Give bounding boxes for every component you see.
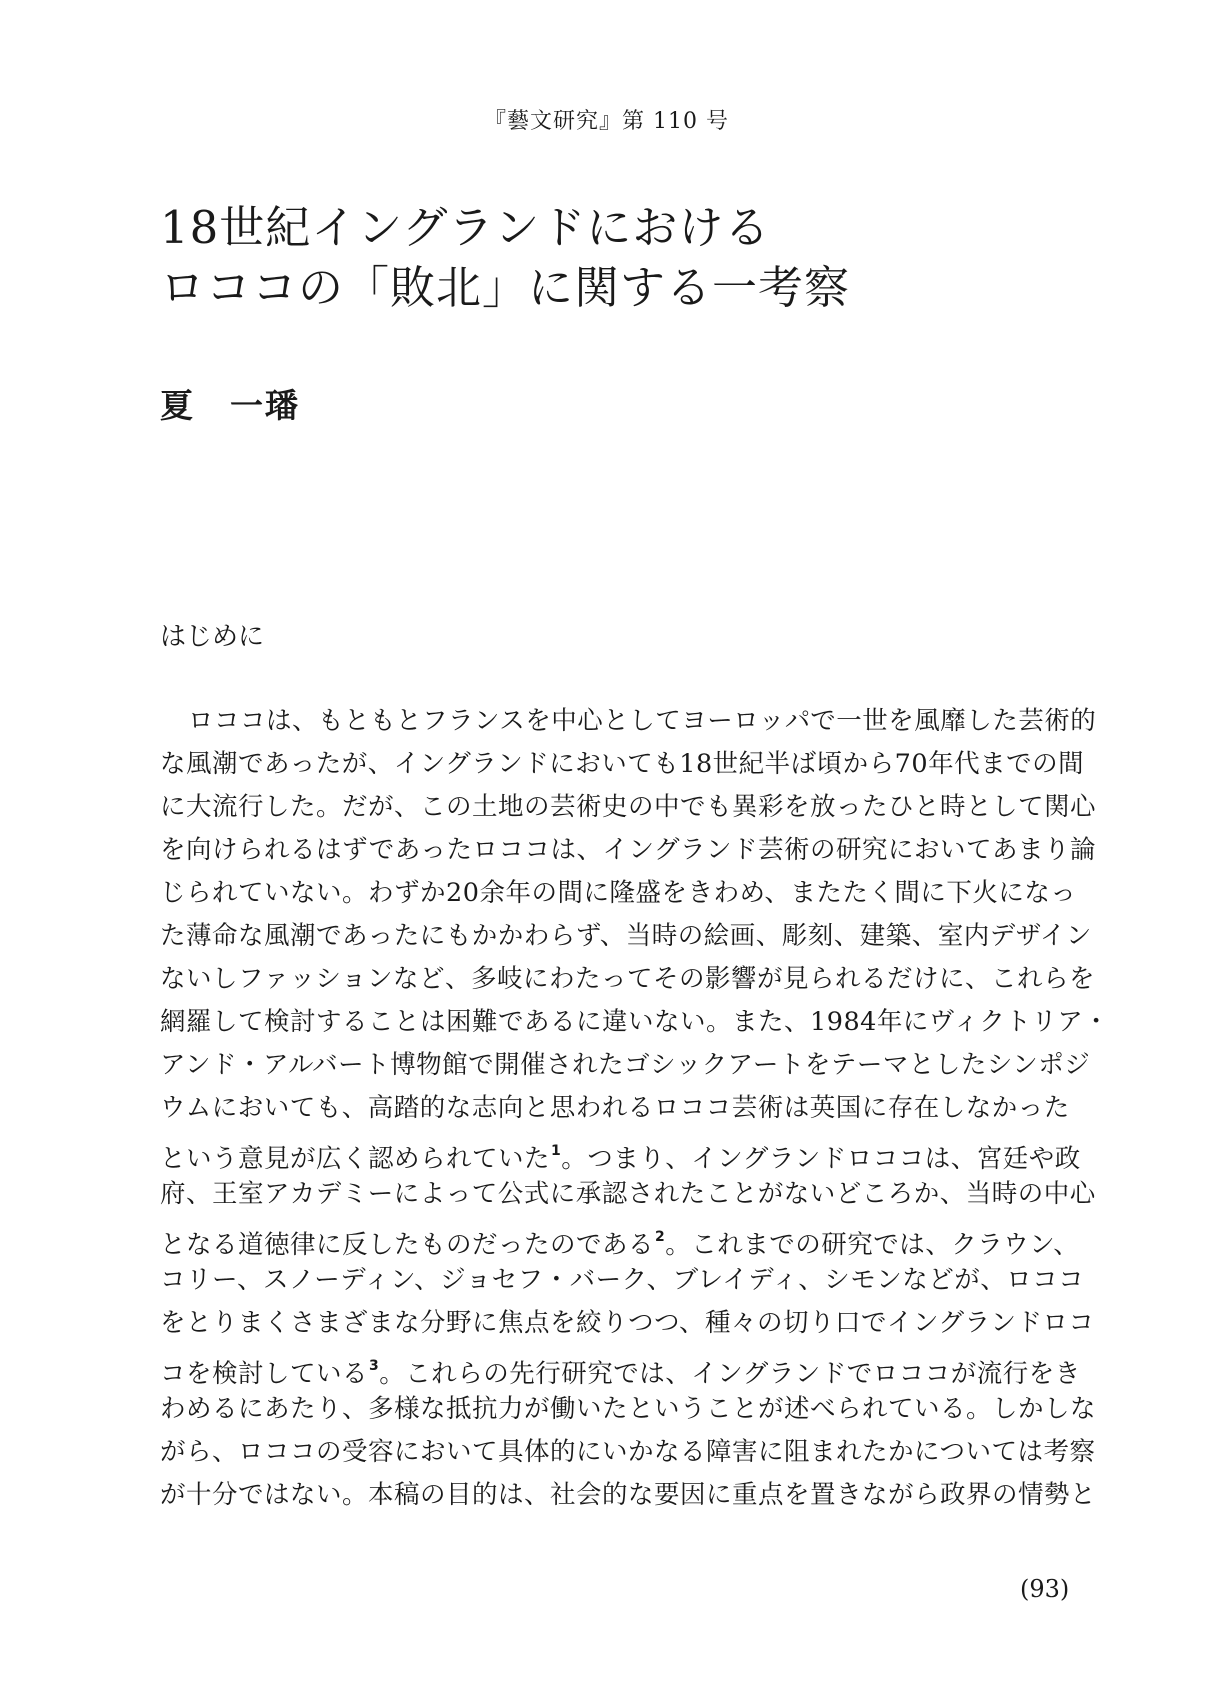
body-line [160, 1216, 1080, 1260]
body-text-span: 。これらの先行研究では、イングランドでロココが流行をき [379, 1359, 1081, 1389]
body-text-span: 。これまでの研究では、クラウン、 [665, 1230, 1080, 1260]
title-line-1: 18世紀イングランドにおける [160, 201, 771, 254]
section-heading: はじめに [160, 622, 265, 652]
body-line: アンド・アルバート博物館で開催されたゴシックアートをテーマとしたシンポジ [160, 1050, 1091, 1080]
footnote-ref-3[interactable]: 3 [369, 1358, 380, 1374]
body-line: を向けられるはずであったロココは、イングランド芸術の研究においてあまり論 [160, 835, 1097, 865]
body-line: をとりまくさまざまな分野に焦点を絞りつつ、種々の切り口でイングランドロコ [160, 1308, 1095, 1338]
body-line: じられていない。わずか20余年の間に隆盛をきわめ、またたく間に下火になっ [160, 878, 1077, 908]
body-line: 府、王室アカデミーによって公式に承認されたことがないどころか、当時の中心 [160, 1179, 1096, 1209]
body-text [160, 700, 1110, 1517]
body-line: 網羅して検討することは困難であるに違いない。また、1984年にヴィクトリア・ [160, 1007, 1110, 1037]
title-line-2: ロココの「敗北」に関する一考察 [160, 261, 851, 314]
footnote-ref-2[interactable]: 2 [655, 1229, 666, 1245]
body-line: に大流行した。だが、この土地の芸術史の中でも異彩を放ったひと時として関心 [160, 792, 1097, 822]
page-number: (93) [1020, 1575, 1070, 1603]
article-title [160, 198, 850, 318]
body-text-span: コを検討している [160, 1359, 369, 1389]
journal-header: 『藝文研究』第 110 号 [484, 109, 729, 134]
body-line: がら、ロココの受容において具体的にいかなる障害に阻まれたかについては考察 [160, 1437, 1096, 1467]
body-line: ロココは、もともとフランスを中心としてヨーロッパで一世を風靡した芸術的 [188, 706, 1097, 736]
body-text-span: となる道徳律に反したものだったのである [160, 1230, 655, 1260]
body-line: ウムにおいても、高踏的な志向と思われるロココ芸術は英国に存在しなかった [160, 1093, 1070, 1123]
body-line: コリー、スノーディン、ジョセフ・バーク、ブレイディ、シモンなどが、ロココ [160, 1265, 1085, 1295]
body-text-span: という意見が広く認められていた [160, 1144, 551, 1174]
body-line [160, 1345, 1081, 1389]
body-line: が十分ではない。本稿の目的は、社会的な要因に重点を置きながら政界の情勢と [160, 1480, 1097, 1510]
body-line: ないしファッションなど、多岐にわたってその影響が見られるだけに、これらを [160, 964, 1095, 994]
body-line: た薄命な風潮であったにもかかわらず、当時の絵画、彫刻、建築、室内デザイン [160, 921, 1092, 951]
body-text-span: 。つまり、イングランドロココは、宮廷や政 [561, 1144, 1081, 1174]
footnote-ref-1[interactable]: 1 [551, 1143, 562, 1159]
body-line: わめるにあたり、多様な抵抗力が働いたということが述べられている。しかしな [160, 1394, 1097, 1424]
body-line: な風潮であったが、イングランドにおいても18世紀半ば頃から70年代までの間 [160, 749, 1085, 779]
body-line [160, 1130, 1081, 1174]
author-name: 夏 一璠 [160, 386, 300, 425]
